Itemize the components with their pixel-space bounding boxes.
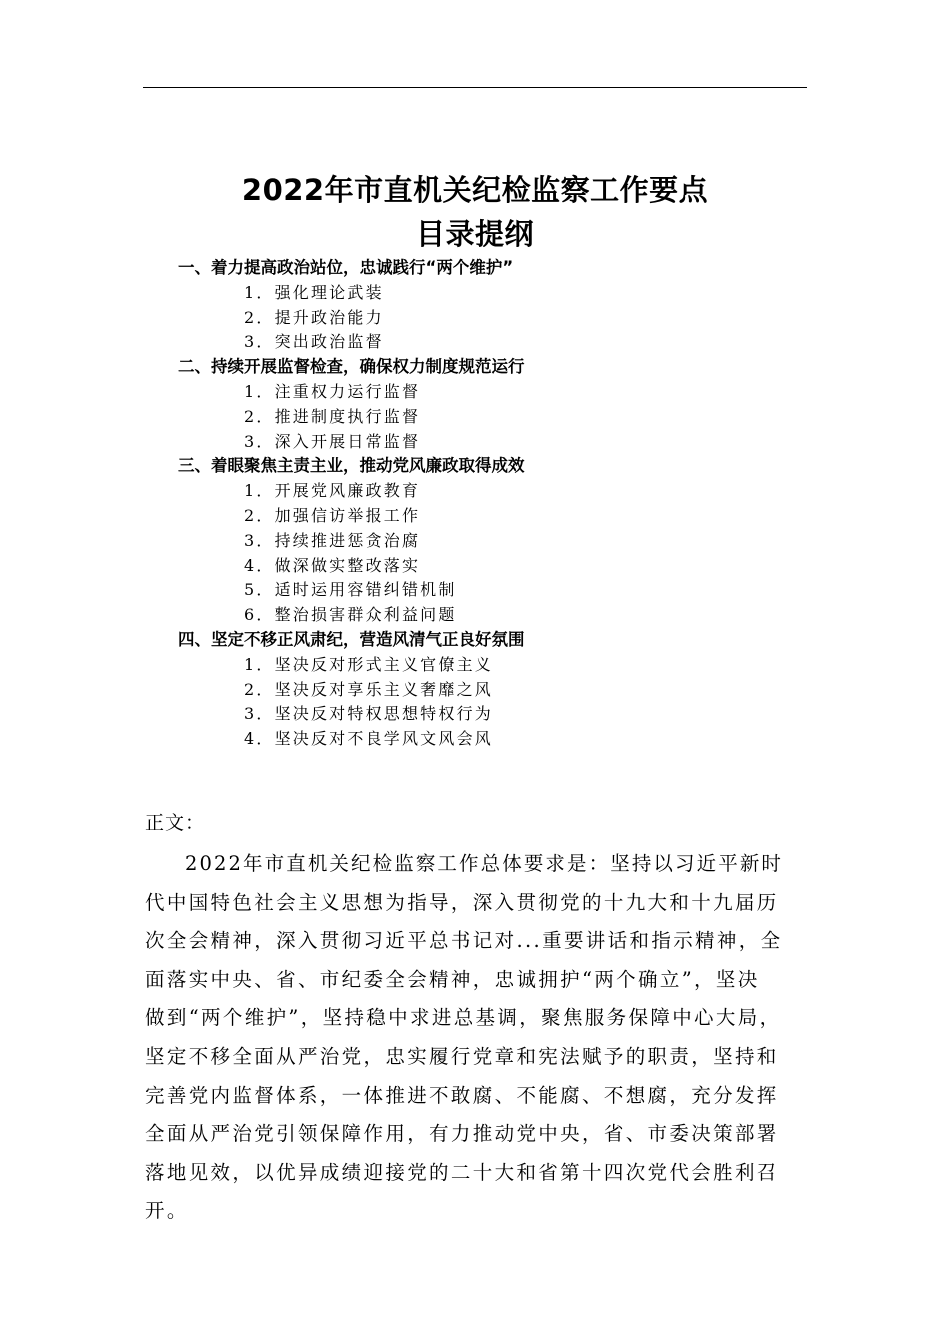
toc-item: 4．做深做实整改落实	[244, 555, 421, 575]
toc-heading: 一、着力提高政治站位，忠诚践行“两个维护”	[178, 258, 514, 277]
toc-item: 1．开展党风廉政教育	[244, 481, 421, 501]
toc-item: 5．适时运用容错纠错机制	[244, 580, 457, 600]
body-line: 做到“两个维护”，坚持稳中求进总基调，聚焦服务保障中心大局，	[145, 1006, 782, 1030]
toc-item: 2．加强信访举报工作	[244, 505, 421, 525]
toc-item: 3．坚决反对特权思想特权行为	[244, 704, 493, 724]
toc-item: 1．强化理论武装	[244, 282, 384, 302]
document-title: 2022年市直机关纪检监察工作要点	[241, 173, 709, 207]
toc-item: 4．坚决反对不良学风文风会风	[244, 729, 493, 749]
body-line: 坚定不移全面从严治党，忠实履行党章和宪法赋予的职责，坚持和	[145, 1044, 779, 1068]
body-line: 次全会精神，深入贯彻习近平总书记对...重要讲话和指示精神，全	[145, 929, 783, 953]
document-subtitle: 目录提纲	[415, 217, 534, 251]
toc-heading: 三、着眼聚焦主责主业，推动党风廉政取得成效	[178, 456, 525, 476]
toc-item: 6．整治损害群众利益问题	[244, 605, 457, 625]
toc-item: 3．深入开展日常监督	[244, 431, 421, 451]
body-line: 面落实中央、省、市纪委全会精神，忠诚拥护“两个确立”，坚决	[145, 967, 760, 991]
body-line: 开。	[145, 1199, 189, 1223]
body-line: 全面从严治党引领保障作用，有力推动党中央，省、市委决策部署	[145, 1122, 779, 1146]
toc-item: 2．提升政治能力	[244, 307, 384, 327]
toc-item: 3．突出政治监督	[244, 332, 384, 352]
toc-item: 1．注重权力运行监督	[244, 381, 421, 401]
body-line: 完善党内监督体系，一体推进不敢腐、不能腐、不想腐，充分发挥	[145, 1083, 779, 1107]
toc-item: 1．坚决反对形式主义官僚主义	[244, 654, 493, 674]
body-line: 2022年市直机关纪检监察工作总体要求是：坚持以习近平新时	[185, 852, 784, 875]
toc-section-2	[0, 355, 950, 454]
toc-item: 2．坚决反对享乐主义奢靡之风	[244, 679, 493, 699]
body-label: 正文：	[145, 812, 206, 834]
toc-section-4	[0, 628, 950, 752]
body-line: 代中国特色社会主义思想为指导，深入贯彻党的十九大和十九届历	[145, 890, 779, 914]
header-rule	[143, 87, 807, 88]
toc-section-3	[0, 454, 950, 628]
table-of-contents	[0, 256, 950, 752]
toc-heading: 四、坚定不移正风肃纪，营造风清气正良好氛围	[178, 629, 525, 649]
body-line: 落地见效，以优异成绩迎接党的二十大和省第十四次党代会胜利召	[145, 1160, 779, 1184]
toc-item: 3．持续推进惩贪治腐	[244, 530, 421, 550]
toc-item: 2．推进制度执行监督	[244, 406, 421, 426]
toc-section-1	[0, 256, 950, 355]
toc-heading: 二、持续开展监督检查，确保权力制度规范运行	[178, 357, 525, 377]
body-paragraph	[145, 845, 825, 1231]
